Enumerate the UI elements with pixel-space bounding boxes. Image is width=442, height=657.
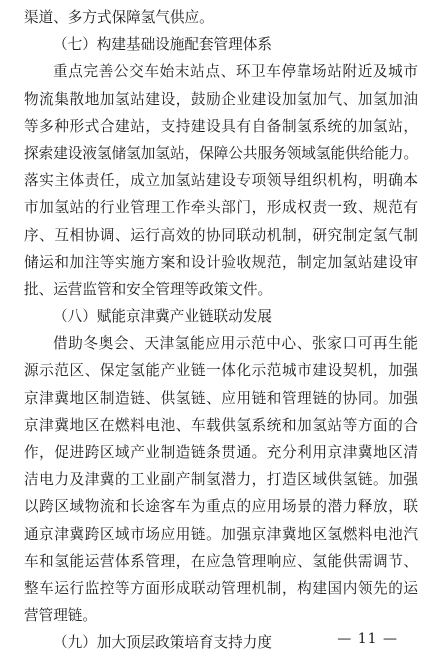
- paragraph-line: 借助冬奥会、天津氢能应用示范中心、张家口可再生能: [53, 335, 418, 353]
- document-body: [24, 4, 418, 657]
- section-heading: （八）赋能京津冀产业链联动发展: [53, 308, 272, 326]
- paragraph-line: 车和氢能运营体系管理，在应急管理响应、氢能供需调节、: [24, 552, 418, 570]
- paragraph-line: 京津冀地区在燃料电池、车载供氢系统和加氢站等方面的合: [24, 416, 418, 434]
- paragraph-line: 京津冀地区制造链、供氢链、应用链和管理链的协同。加强: [24, 389, 418, 407]
- section-heading: （九）加大顶层政策培育支持力度: [53, 634, 272, 652]
- paragraph-line: 序、互相协调、运行高效的协同联动机制，研究制定氢气制: [24, 226, 418, 244]
- paragraph-line: 营管理链。: [24, 607, 97, 625]
- paragraph-line: 以跨区域物流和长途客车为重点的应用场景的潜力释放，联: [24, 498, 418, 516]
- paragraph-line: 源示范区、保定氢能产业链一体化示范城市建设契机，加强: [24, 362, 418, 380]
- paragraph-line: 储运和加注等实施方案和设计验收规范，制定加氢站建设审: [24, 253, 418, 271]
- section-heading: （七）构建基础设施配套管理体系: [53, 36, 272, 54]
- paragraph-line: 市加氢站的行业管理工作牵头部门，形成权责一致、规范有: [24, 199, 418, 217]
- paragraph-line: 批、运营监管和安全管理等政策文件。: [24, 280, 273, 298]
- paragraph-line: 重点完善公交车始末站点、环卫车停靠场站附近及城市: [53, 63, 418, 81]
- page-number: — 11 —: [337, 631, 398, 647]
- paragraph-line: 整车运行监控等方面形成联动管理机制，构建国内领先的运: [24, 579, 418, 597]
- paragraph-line: 落实主体责任，成立加氢站建设专项领导组织机构，明确本: [24, 172, 418, 190]
- paragraph-line: 洁电力及津冀的工业副产制氢潜力，打造区域供氢链。加强: [24, 471, 418, 489]
- paragraph-line: 探索建设液氢储氢加氢站，保障公共服务领域氢能供给能力。: [24, 144, 419, 162]
- paragraph-line: 渠道、多方式保障氢气供应。: [24, 9, 214, 26]
- paragraph-line: 作，促进跨区域产业制造链条贯通。充分利用京津冀地区清: [24, 444, 418, 461]
- paragraph-line: 等多种形式合建站，支持建设具有自备制氢系统的加氢站，: [24, 117, 418, 135]
- paragraph-line: 物流集散地加氢站建设，鼓励企业建设加氢加气、加氢加油: [24, 90, 418, 108]
- paragraph-line: 通京津冀跨区域市场应用链。加强京津冀地区氢燃料电池汽: [24, 525, 418, 543]
